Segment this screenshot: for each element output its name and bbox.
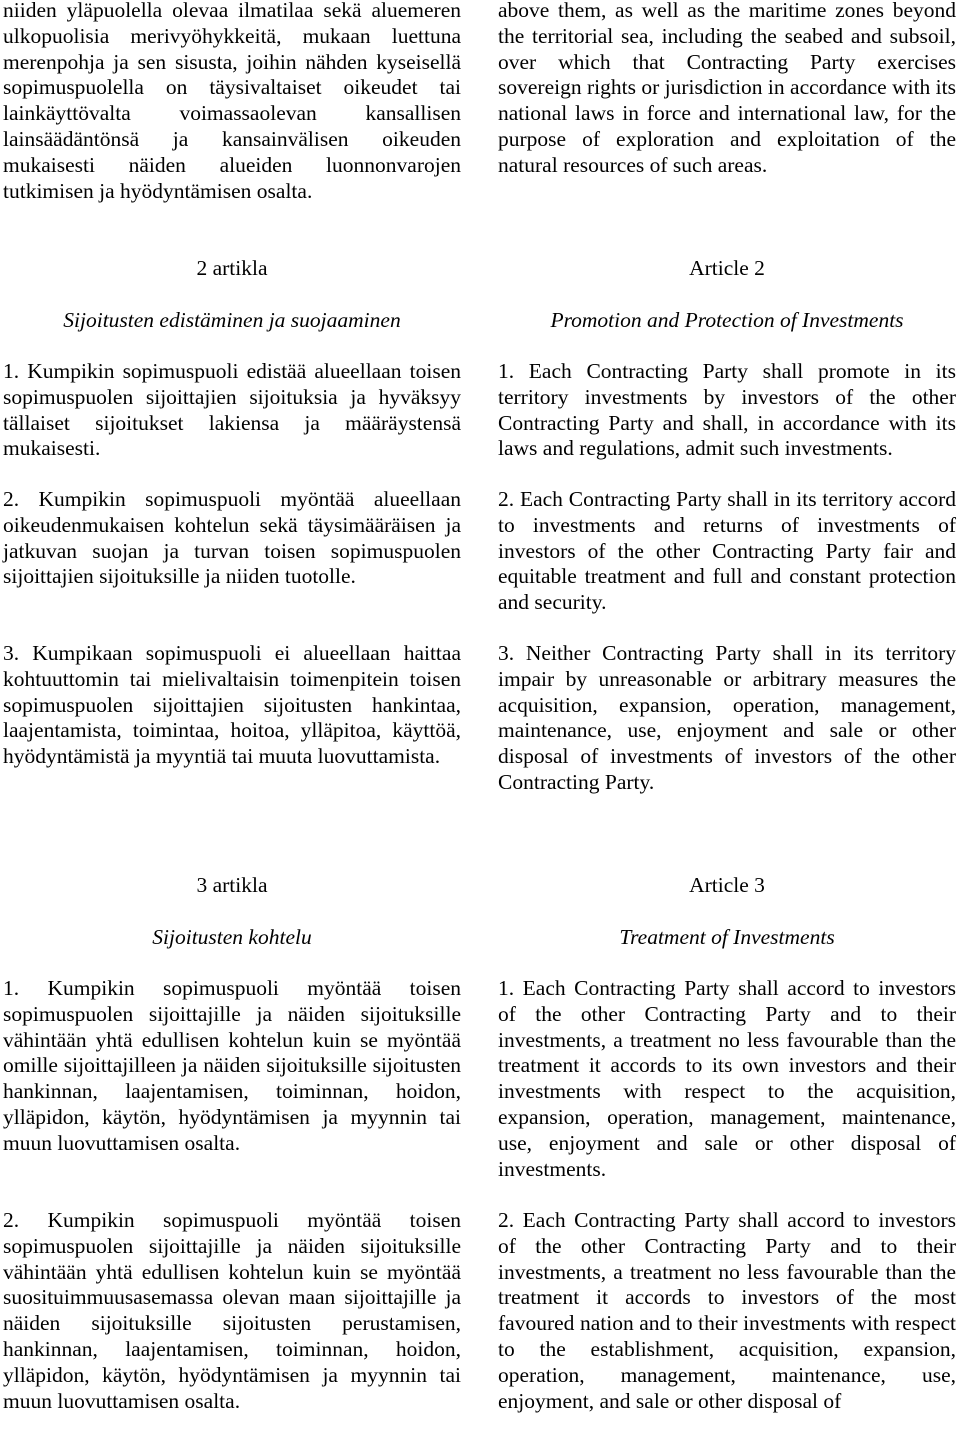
finnish-article3-heading: 3 artikla <box>196 873 268 897</box>
english-article3-paragraph-1: 1. Each Contracting Party shall accord to investors of the other Contracting Party and to their investments, a treatment no less favourable than the treatment it accords to its own investors and their investments with respect to the acquisition, expansion, operation, management, maintenance, use, enjoyment and sale or other disposal of investments. <box>498 976 956 1181</box>
english-article3-title: Treatment of Investments <box>619 925 835 949</box>
english-article3-title-wrap <box>498 925 956 951</box>
finnish-article2 <box>3 256 461 282</box>
finnish-article3-paragraph-1: 1. Kumpikin sopimuspuoli myöntää toisen sopimuspuolen sijoittajille ja näiden sijoituksille vähintään yhtä edullisen kohtelun kuin se myöntää omille sijoittajilleen ja näiden sijoituksille sijoitusten hankinnan, laajentamisen, toiminnan, hoidon, ylläpidon, käytön, hyödyntämisen ja myynnin tai muun luovuttamisen osalta. <box>3 976 461 1155</box>
finnish-article3-p2-wrap <box>3 1208 461 1414</box>
english-article2-p1-wrap <box>498 359 956 462</box>
english-article2-heading-wrap <box>498 256 956 282</box>
finnish-article3-title: Sijoitusten kohtelu <box>152 925 312 949</box>
english-article2-paragraph-2: 2. Each Contracting Party shall in its territory accord to investments and returns of investments of investors of the other Contracting Party fair and equitable treatment and full and constant protection and security. <box>498 487 956 615</box>
english-article2-paragraph-1: 1. Each Contracting Party shall promote in its territory investments by investors of the other Contracting Party and shall, in accordance with its laws and regulations, admit such investments. <box>498 359 956 461</box>
finnish-article2-heading: 2 artikla <box>196 256 268 280</box>
english-article2-title: Promotion and Protection of Investments <box>550 308 904 332</box>
finnish-article2-p3-wrap <box>3 641 461 770</box>
finnish-article2-paragraph-3: 3. Kumpikaan sopimuspuoli ei alueellaan haittaa kohtuuttomin tai mielivaltaisin toimenpitein toisen sopimuspuolen sijoittajien sijoitusten hankintaa, laajentamista, toimintaa, hoitoa, ylläpitoa, käyttöä, hyödyntämistä ja myyntiä tai muuta luovuttamista. <box>3 641 461 769</box>
finnish-intro-section <box>3 0 461 204</box>
english-article2-p3-wrap <box>498 641 956 796</box>
english-article2-p2-wrap <box>498 487 956 616</box>
finnish-article2-paragraph-1: 1. Kumpikin sopimuspuoli edistää alueellaan toisen sopimuspuolen sijoittajien sijoituksia ja hyväksyy tällaiset sijoitukset lakiensa ja määräystensä mukaisesti. <box>3 359 461 461</box>
finnish-article2-title: Sijoitusten edistäminen ja suojaaminen <box>63 308 401 332</box>
english-article3-heading: Article 3 <box>689 873 765 897</box>
finnish-article2-p1-wrap <box>3 359 461 462</box>
finnish-intro-paragraph: niiden yläpuolella olevaa ilmatilaa sekä aluemeren ulkopuolisia merivyöhykkeitä, mukaan luettuna merenpohja ja sen sisusta, joihin nähden kyseisellä sopimuspuolella on täysivaltaiset oikeudet tai lainkäyttövalta voimassaolevan kansallisen lainsäädäntönsä ja kansainvälisen oikeuden mukaisesti näiden alueiden luonnonvarojen tutkimisen ja hyödyntämisen osalta. <box>3 0 461 203</box>
english-intro-section <box>498 0 956 179</box>
english-article3-p2-wrap <box>498 1208 956 1414</box>
english-article2-paragraph-3: 3. Neither Contracting Party shall in its territory impair by unreasonable or arbitrary measures the acquisition, expansion, operation, management, maintenance, use, enjoyment and sale or other disposal of investments of investors of the other Contracting Party. <box>498 641 956 794</box>
english-intro-paragraph: above them, as well as the maritime zones beyond the territorial sea, including the seabed and subsoil, over which that Contracting Party exercises sovereign rights or jurisdiction in accordance with its national laws in force and international law, for the purpose of exploration and exploitation of the natural resources of such areas. <box>498 0 956 177</box>
finnish-article3-title-wrap <box>3 925 461 951</box>
english-article2-heading: Article 2 <box>689 256 765 280</box>
finnish-article3-p1-wrap <box>3 976 461 1157</box>
english-article3-p1-wrap <box>498 976 956 1182</box>
finnish-article3-heading-wrap <box>3 873 461 899</box>
finnish-article2-paragraph-2: 2. Kumpikin sopimuspuoli myöntää alueellaan oikeudenmukaisen kohtelun sekä täysimääräisen ja jatkuvan suojan ja turvan toisen sopimuspuolen sijoittajien sijoituksille ja niiden tuotolle. <box>3 487 461 589</box>
english-article3-heading-wrap <box>498 873 956 899</box>
english-article2-title-wrap <box>498 308 956 334</box>
english-article3-paragraph-2: 2. Each Contracting Party shall accord to investors of the other Contracting Party and to their investments, a treatment no less favourable than the treatment it accords to investors of the most favoured nation and to their investments with respect to the establishment, acquisition, expansion, operation, management, maintenance, use, enjoyment, and sale or other disposal of <box>498 1208 956 1413</box>
finnish-article2-title-wrap <box>3 308 461 334</box>
finnish-article3-paragraph-2: 2. Kumpikin sopimuspuoli myöntää toisen sopimuspuolen sijoittajille ja näiden sijoituksille vähintään yhtä edullisen kohtelun kuin se myöntää suosituimmuusasemassa olevan maan sijoittajille ja näiden sijoituksille sijoitusten perustamisen, hankinnan, laajentamisen, toiminnan, hoidon, ylläpidon, käytön, hyödyntämisen ja myynnin tai muun luovuttamisen osalta. <box>3 1208 461 1413</box>
finnish-article2-p2-wrap <box>3 487 461 590</box>
